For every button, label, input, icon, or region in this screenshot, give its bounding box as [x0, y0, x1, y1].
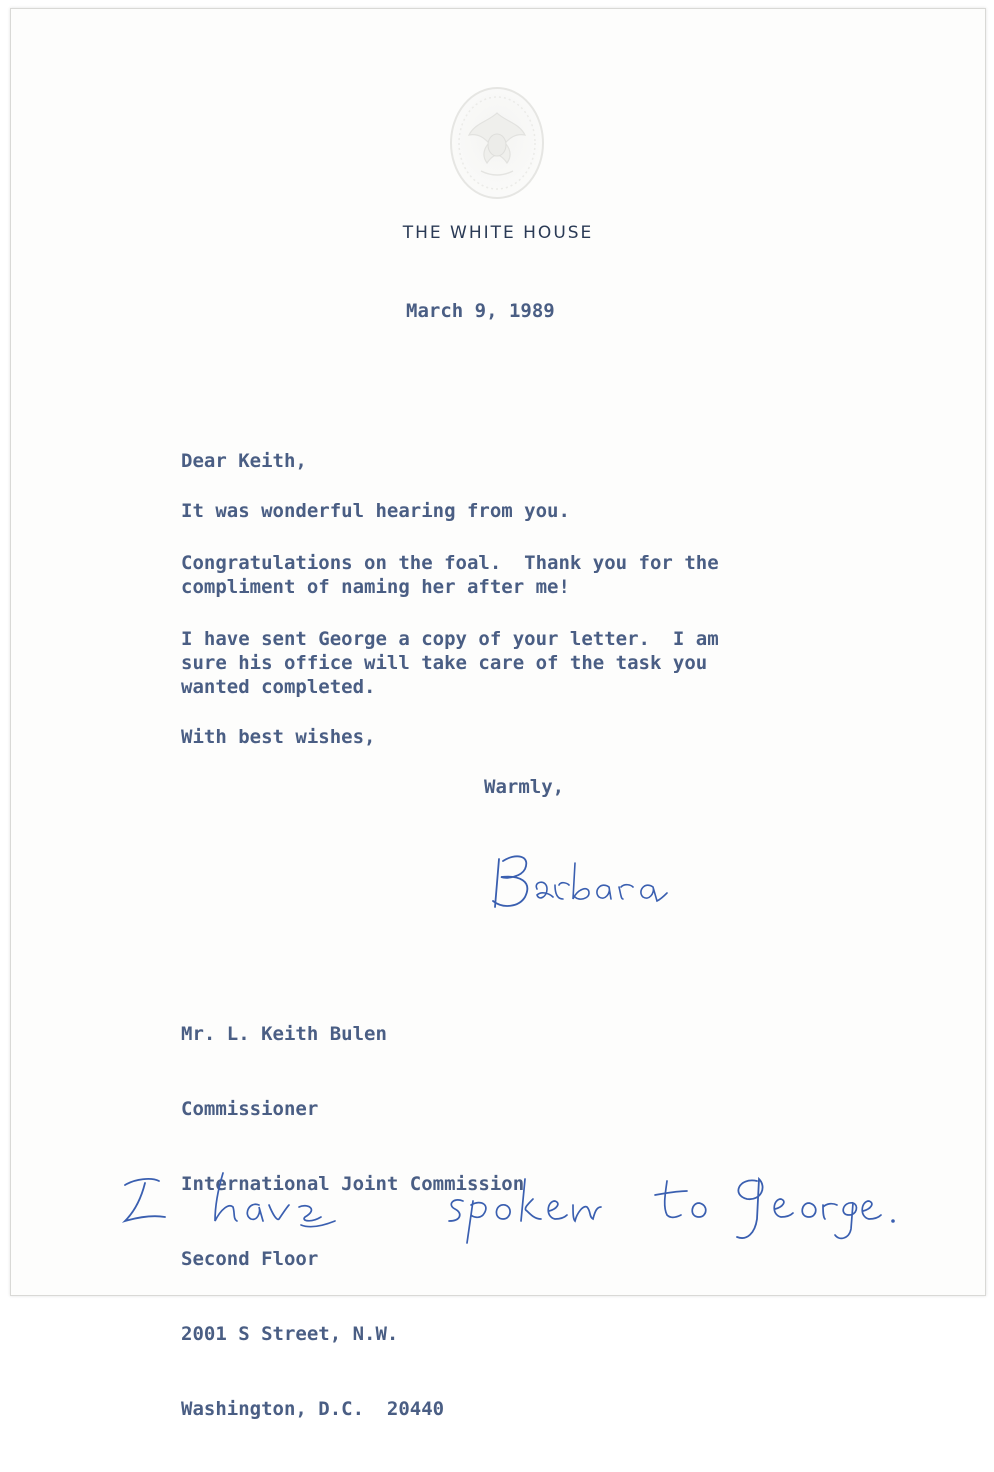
letter-sign-off: Warmly,	[484, 776, 565, 798]
handwritten-postscript	[111, 1159, 911, 1249]
letter-sheet	[10, 8, 986, 1420]
recipient-floor: Second Floor	[181, 1248, 319, 1270]
letter-paragraph: It was wonderful hearing from you.	[181, 500, 570, 522]
handwritten-signature	[485, 845, 715, 935]
letter-date: March 9, 1989	[406, 300, 555, 322]
letter-paragraph: Congratulations on the foal. Thank you for the compliment of naming her after me!	[181, 552, 719, 598]
letter-paragraph: I have sent George a copy of your letter. I am sure his office will take care of the task you wanted completed.	[181, 628, 719, 698]
letter-closing: With best wishes,	[181, 726, 376, 748]
recipient-city: Washington, D.C. 20440	[181, 1398, 445, 1420]
letterhead-title: THE WHITE HOUSE	[402, 223, 594, 243]
recipient-name: Mr. L. Keith Bulen	[181, 1023, 387, 1045]
recipient-title: Commissioner	[181, 1098, 319, 1120]
recipient-organization: International Joint Commission	[181, 1173, 525, 1195]
presidential-seal-embossed-icon	[445, 83, 549, 203]
letter-salutation: Dear Keith,	[181, 450, 307, 472]
recipient-street: 2001 S Street, N.W.	[181, 1323, 399, 1345]
